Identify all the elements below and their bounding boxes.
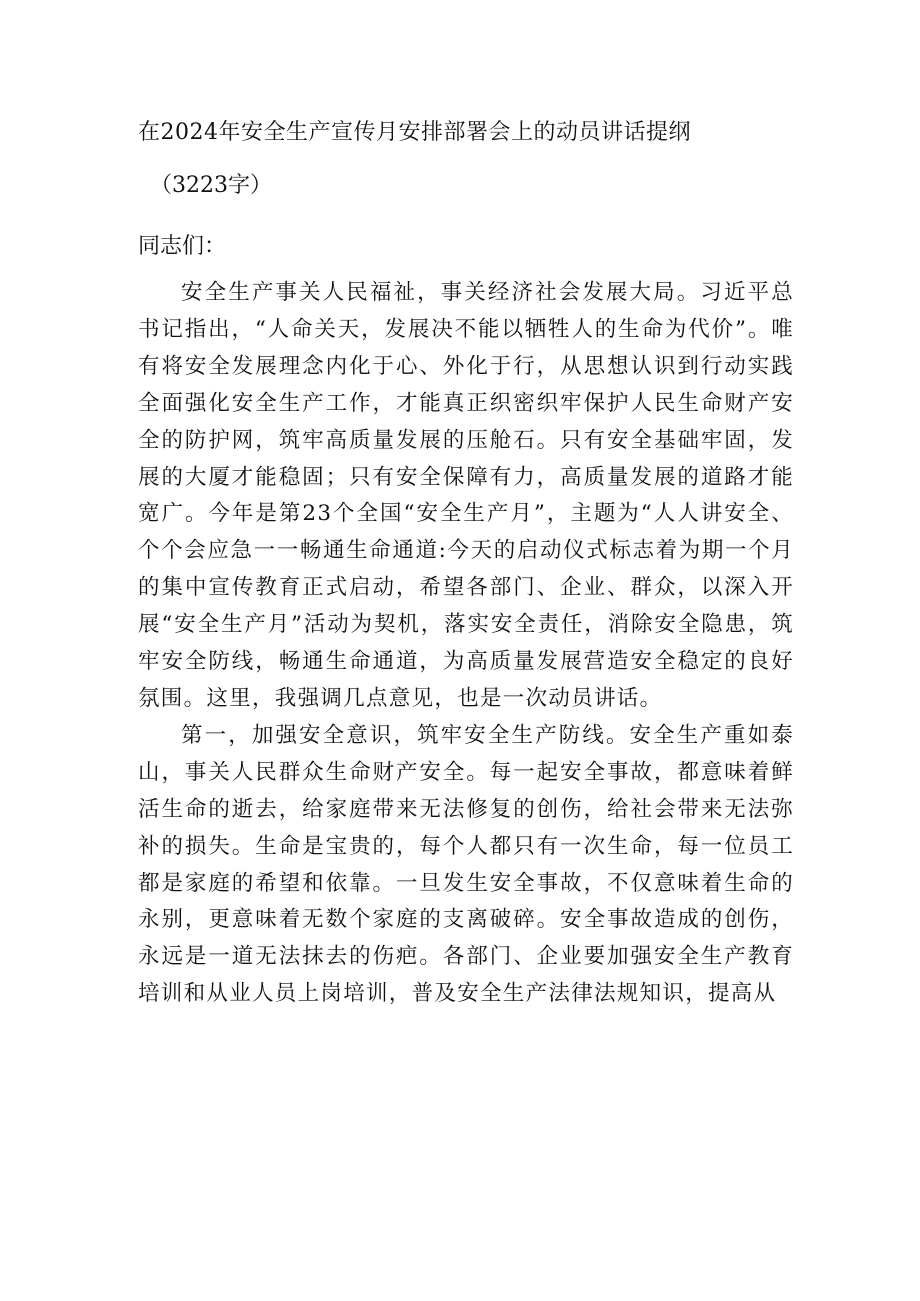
body-paragraph: 第一，加强安全意识，筑牢安全生产防线。安全生产重如泰山，事关人民群众生命财产安全。每一起安全事故，都意味着鲜活生命的逝去，给家庭带来无法修复的创伤，给社会带来无法弥补的损失。生命是宝贵的，每个人都只有一次生命，每一位员工都是家庭的希望和依靠。一旦发生安全事故，不仅意味着生命的永别，更意味着无数个家庭的支离破碎。安全事故造成的创伤，永远是一道无法抹去的伤疤。各部门、企业要加强安全生产教育培训和从业人员上岗培训，普及安全生产法律法规知识，提高从	[138, 722, 794, 1007]
salutation: 同志们：	[138, 234, 227, 259]
document-title: 在2024年安全生产宣传月安排部署会上的动员讲话提纲	[138, 120, 691, 145]
body-paragraph: 安全生产事关人民福祉，事关经济社会发展大局。习近平总书记指出，“人命关天，发展决不能以牺牲人的生命为代价”。唯有将安全发展理念内化于心、外化于行，从思想认识到行动实践全面强化安全生产工作，才能真正织密织牢保护人民生命财产安全的防护网，筑牢高质量发展的压舱石。只有安全基础牢固，发展的大厦才能稳固；只有安全保障有力，高质量发展的道路才能宽广。今年是第23个全国“安全生产月”，主题为“人人讲安全、个个会应急一一畅通生命通道:今天的启动仪式标志着为期一个月的集中宣传教育正式启动，希望各部门、企业、群众，以深入开展“安全生产月”活动为契机，落实安全责任，消除安全隐患，筑牢安全防线，畅通生命通道，为高质量发展营造安全稳定的良好氛围。这里，我强调几点意见，也是一次动员讲话。	[138, 280, 794, 711]
word-count: （3223字）	[150, 173, 272, 198]
document-body	[138, 275, 794, 1013]
